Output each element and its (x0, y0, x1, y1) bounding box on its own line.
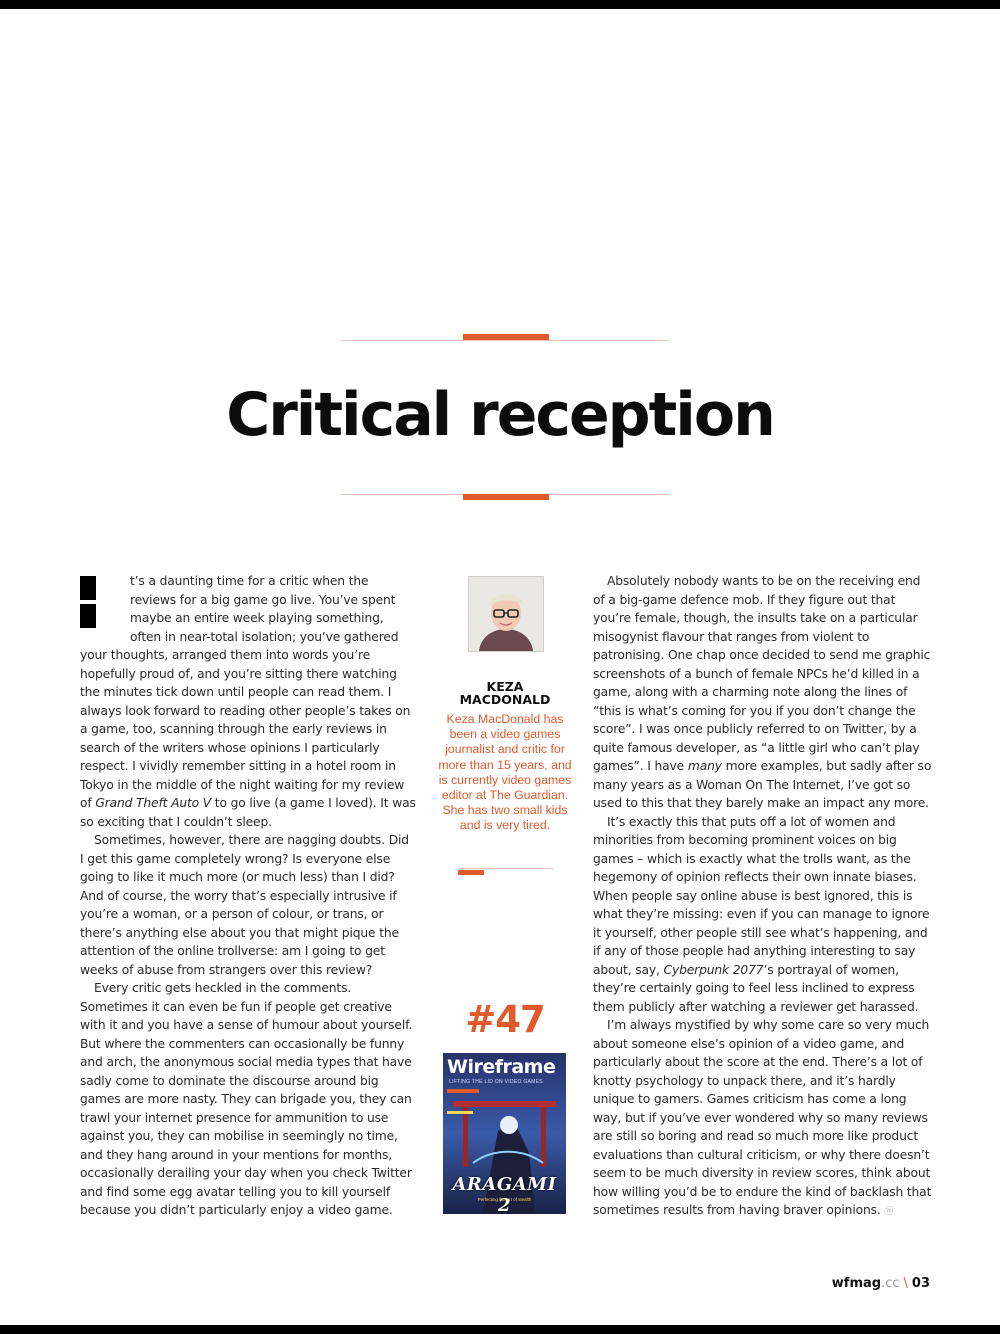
cover-subline: Perfecting the art of stealth (477, 1197, 532, 1202)
paragraph-5: It’s exactly this that puts off a lot of women and minorities from becoming prominent voices on big games – which is exactly what the trolls want, as the hegemony of opinion reflects their own innate biases. When people say online abuse is best ignored, this is what they’re missing: even if you can manage to ignore it yourself, other people still see what’s happening, and if any of those people had anything interesting to say about, say, Cyberpunk 2077’s portrayal of women, they’re certainly going to feel less inclined to express them publicly after watching a reviewer get harassed. (593, 814, 930, 1014)
footer-tld: .cc (881, 1276, 900, 1291)
article-column-left (80, 572, 416, 1220)
title-rule-bottom-accent (463, 494, 549, 500)
top-border (0, 0, 1000, 9)
title-rule-top-thin (341, 340, 669, 341)
paragraph-4: Absolutely nobody wants to be on the receiving end of a big-game defence mob. If they figure out that you’re female, though, the insults take on a particular misogynist flavour that ranges from violent to patronising. One chap once decided to send me graphic screenshots of a bunch of female NPCs he’d killed in a game, along with a charming note along the lines of “this is what’s coming for you if you don’t change the score”. I was once publicly referred to on Twitter, by a quite famous developer, as “a little girl who can’t play games”. I have many more examples, but sadly after so many years as a Woman On The Internet, I’ve got so used to this that they barely make an impact any more. (593, 574, 932, 810)
article-title: Critical reception (226, 380, 774, 450)
page-number: 03 (911, 1276, 930, 1291)
magazine-cover (443, 1053, 566, 1214)
paragraph-1: t’s a daunting time for a critic when the reviews for a big game go live. You’ve spent maybe an entire week playing something, often in near-total isolation; you’ve gathered your thoughts, arranged them into words you’re hopefully proud of, and you’re sitting there watching the minutes tick down until people can read them. I always look forward to reading other people’s takes on a game, too, scanning through the early reviews in search of the writers whose opinions I particularly respect. I vividly remember sitting in a hotel room in Tokyo in the middle of the night waiting for my review of Grand Theft Auto V to go live (a game I loved). It was so exciting that I couldn’t sleep. (80, 574, 416, 829)
cover-tagline: LIFTING THE LID ON VIDEO GAMES (449, 1079, 543, 1085)
author-photo (468, 576, 544, 652)
paragraph-3: Every critic gets heckled in the comments. Sometimes it can even be fun if people get creative with it and you have a sense of humour about yourself. But where the commenters can occasionally be funny and arch, the anonymous social media types that have sadly come to dominate the discourse around big games are more nasty. They can brigade you, they can trawl your internet presence for ammunition to use against you, they can mobilise in seemingly no time, and they hang around in your mentions for months, occasionally derailing your day when you check Twitter and find some egg avatar telling you to kill yourself because you didn’t particularly enjoy a video game. (80, 981, 413, 1217)
drop-cap-i (80, 576, 96, 628)
cover-game-logo: ARAGAMI 2 (452, 1174, 557, 1214)
issue-number: #47 (465, 998, 545, 1041)
footer-site: wfmag (831, 1276, 882, 1291)
bio-rule-thin (458, 868, 554, 869)
author-name: KEZA MACDONALD (459, 679, 551, 707)
title-rule-top-accent (463, 334, 549, 340)
author-bio: Keza MacDonald has been a video games journalist and critic for more than 15 years, and is currently video games editor at The Guardian. She has two small kids and is very tired. (438, 712, 572, 833)
paragraph-2: Sometimes, however, there are nagging doubts. Did I get this game completely wrong? Is everyone else going to like it much more (or much less) than I did? And of course, the worry that’s especially intrusive if you’re a woman, or a person of colour, or trans, or there’s anything else about you that might pique the attention of the online trollverse: am I going to get weeks of abuse from strangers over this review? (80, 833, 409, 977)
article-column-right (593, 572, 933, 1222)
footer-separator: \ (903, 1276, 908, 1291)
cover-masthead: Wireframe (447, 1056, 556, 1078)
bio-rule-accent (458, 870, 484, 875)
paragraph-6: I’m always mystified by why some care so very much about someone else’s opinion of a video game, and particularly about the score at the end. There’s a lot of knotty psychology to unpack there, and it’s hardly unique to gamers. Games criticism has come a long way, but if you’ve ever wondered why so many reviews are still so boring and read so much more like product evaluations than cultural criticism, or why there doesn’t seem to be much diversity in review scores, think about how willing you’d be to endure the kind of backlash that sometimes results from having braver opinions. ⓦ (593, 1018, 932, 1217)
page-footer (820, 1276, 930, 1291)
end-mark-icon: ⓦ (884, 1207, 894, 1217)
bottom-border (0, 1325, 1000, 1334)
